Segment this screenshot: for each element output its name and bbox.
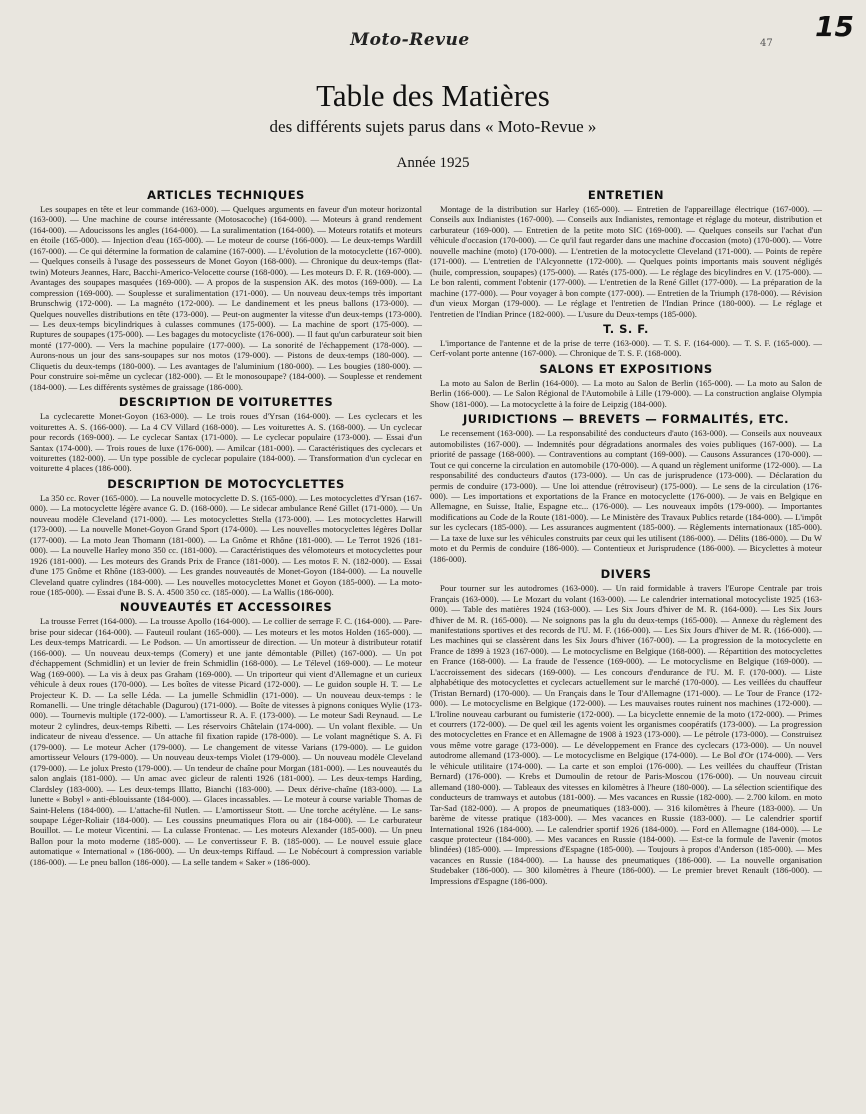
section-heading: DESCRIPTION DE VOITURETTES <box>118 395 334 410</box>
section-text: La moto au Salon de Berlin (164-000). — La moto au Salon de Berlin (165-000). — La moto au Salon de Berlin (166-000). — Le Salon Régional de l'Automobile à Lille (179-000). — La construction anglaise Olympia Show (181-000). — La motocyclette à la foire de Leipzig (184-000). <box>430 377 822 409</box>
masthead: Moto-Revue <box>350 30 470 50</box>
section-text: La cyclecarette Monet-Goyon (163-000). — Le trois roues d'Yrsan (164-000). — Les cyclecars et les voiturettes A. S. (166-000). — La 4 CV Villard (168-000). — Les voiturettes A. S. (168-000). — Un cyclecar pour records (169-000). — Le cyclecar Santax (171-000). — Le cyclecar populaire (173-000). — Essai d'un Santax (174-000). — Trois roues de luxe (176-000). — Amilcar (181-000). — Caractéristiques des cyclecars et voiturettes (182-000). — Un type possible de cyclecar populaire (184-000). — Transformation d'un cyclecar en voiturette 4 places (186-000). <box>30 411 422 474</box>
year-label: Année 1925 <box>396 155 470 171</box>
section-text: Montage de la distribution sur Harley (165-000). — Entretien de l'appareillage électrique (167-000). — Conseils aux Indianistes (167-000). — Conseils aux Indianistes, remontage et réglage du moteur, distribution et carburateur (169-000). — Entretien de la petite moto SIC (169-000). — Quelques conseils sur l'achat d'un véhicule d'occasion (170-000). — Ce qu'il faut regarder dans une machine d'occasion (moto) (170-000). — Votre nouvelle machine (moto) (170-000). — L'entretien de la motocyclette Cleveland (171-000). — Points de repère (171-000). — L'entretien de l'Alcyonnette (172-000). — Quelques points importants mais souvent négligés (huile, compression, soupapes) (175-000). — Ratés (175-000). — Le réglage des bicylindres en V. (175-000). — Le bon ralenti, comment l'obtenir (177-000). — L'entretien de la René Gillet (177-000). — La préparation de la machine (177-000). — Pour voyager à bon compte (177-000). — Entretien de la Triumph (178-000). — Révision d'un vieux Morgan (179-000). — Le réglage et l'entretien de l'Indian Prince (180-000). — Le réglage et l'entretien de l'Indian Prince (182-000). — L'usure du Deux-temps (185-000). <box>430 204 822 319</box>
section-text: Les soupapes en tête et leur commande (163-000). — Quelques arguments en faveur d'un moteur horizontal (163-000). — Une machine de course intéressante (Motosacoche) (164-000). — Moteurs à grand rendement (164-000). — Adoucissons les angles (164-000). — La suralimentation (164-000). — Moteurs rotatifs et moteurs en étoile (165-000). — Injection d'eau (165-000). — Le moteur de course (166-000). — Le deux-temps Wardill (167-000). — Ce qui détermine la formation de calamine (167-000). — L'évolution de la motocyclette (167-000). — Quelques conseils à l'usage des possesseurs de Monet Goyon (168-000). — Chronique du deux-temps (flat-twin) Moteurs Jeannes, Harc, Bacchi-Americo-Velocette course (168-000). — Les moteurs D. F. R. (169-000). — Avantages des soupapes masquées (169-000). — A propos de la suspension AK. des motos (169-000). — La compression (169-000). — Souplesse et suralimentation (171-000). — Un nouveau deux-temps très important Brunschwig (172-000). — La magnéto (172-000). — Le dandinement et les pneus ballons (173-000). — Quelques nouvelles distributions en tête (173-000). — Peut-on augmenter la vitesse d'un deux-temps (173-000). — Les deux-temps bicylindriques à culasses communes (175-000). — La machine de sport (175-000). — Ruptures de soupapes (175-000). — Les bagages du motocycliste (176-000). — Il faut qu'un carburateur soit bien monté (177-000). — Vers la machine populaire (177-000). — La sonorité de l'échappement (178-000). — Aurons-nous un jour des sans-soupapes sur nos motos (179-000). — Pistons de deux-temps (180-000). — Cliquetis du deux-temps (180-000). — Les avantages de l'aluminium (180-000). — Les bougies (180-000). — Pour construire soi-même un cyclecar (182-000). — Et le monosoupape? (184-000). — Souplesse et rendement (184-000). — Les différents systèmes de graissage (186-000). <box>30 204 422 392</box>
section-heading: ARTICLES TECHNIQUES <box>147 188 305 202</box>
section-text: La trousse Ferret (164-000). — La trousse Apollo (164-000). — Le collier de serrage F. C. (164-000). — Pare-brise pour sidecar (164-000). — Fauteuil roulant (165-000). — Les moteurs et les motos Holden (165-000). — Les deux-temps Matricardi. — Le Podson. — Un amortisseur de direction. — Un moteur à distributeur rotatif (166-000). — Un nouveau deux-temps (Comery) et une jante démontable (Pillet) (167-000). — Un pot d'échappement (Schmidlin) et un levier de frein Schmidlin (168-000). — Le Télevel (169-000). — Le moteur Wag (169-000). — La vis à deux pas Graham (169-000). — Un triporteur qui vient d'Allemagne et un curieux véhicule à deux roues (170-000). — Les boîtes de vitesse Picard (172-000). — Le guidon souple H. T. — Le Projecteur K. D. — La selle Léda. — La jumelle Schmidlin (171-000). — Un nouveau deux-temps : le Romanelli. — Une tringle détachable (Dagurou) (171-000). — Boîte de vitesses à pignons coniques Wylie (173-000). — Tournevis multiple (172-000). — L'amortisseur R. A. F. (173-000). — Le moteur Sadi Reynaud. — Le moteur 2 cylindres, deux-temps Ribetti. — Les réservoirs Châtelain (174-000). — Un volant flexible. — Un indicateur de niveau d'essence. — Un attache fil fixation rapide (178-000). — Le volant magnétique S. A. Fi (179-000). — Le moteur Acher (179-000). — Le changement de vitesse Varians (179-000). — Le guidon amortisseur Velours (179-000). — Un nouveau deux-temps Violet (179-000). — Un nouveau modèle Cleveland (179-000). — Le jolux Presto (179-000). — Un tendeur de chaîne pour Morgan (181-000). — Les nouveautés du salon anglais (181-000). — Un amac avec gicleur de ralenti 1926 (181-000). — Les deux-temps Harding, Clardsley (183-000). — Les deux-temps Illatto, Bianchi (183-000). — Deux dérive-chaîne (183-000). — La lunette « Bobyl » anti-éblouissante (184-000). — Glaces incassables. — Le moteur à course variable Thomas de Saint-Helens (184-000). — L'attache-fil Nutlen. — L'amortisseur Stott. — Une torche acétylène. — Le sans-soupape Léger-Roliair (184-000). — Les coussins pneumatiques Flora ou air (184-000). — Le carburateur Bouillot. — Le moteur Vicentini. — La culasse Frontenac. — Les moteurs Alexander (185-000). — Un pneu Ballon pour la moto moderne (185-000). — Le convertisseur F. B. (185-000). — Le nouvel essuie glace automatique « International » (186-000). — Un deux-temps Riffaud. — Le Nobécourt à compression variable (186-000). — Le pneu ballon (186-000). — La selle tandem « Saker » (186-000). <box>30 616 422 867</box>
section-heading: DIVERS <box>600 567 652 582</box>
section-heading: T. S. F. <box>603 321 649 336</box>
page-title: Table des Matières <box>316 78 550 113</box>
section-heading: SALONS ET EXPOSITIONS <box>539 361 713 376</box>
section-heading: ENTRETIEN <box>587 188 665 202</box>
section-heading: JURIDICTIONS — BREVETS — FORMALITÉS, ETC. <box>463 412 789 427</box>
right-column <box>430 188 822 889</box>
section-text: Pour tourner sur les autodromes (163-000). — Un raid formidable à travers l'Europe Centrale par trois Français (163-000). — Le Mozart du volant (163-000). — Le calendrier international motocycliste 1925 (163-000). — Table des matières 1924 (163-000). — Les Six Jours d'hiver de M. R. (164-000). — Les Six Jours d'hiver de M. R. (165-000). — Ne soignons pas la glu du deux-temps (165-000). — Annexe du règlement des manifestations sportives et des records de l'U. M. F. (166-000). — Les Six Jours d'hiver de M. R. (166-000). — Les machines qui se classèrent dans les Six Jours d'hiver (167-000). — La progression de la motocyclette en France de 1899 à 1923 (167-000). — Le motocyclisme en Belgique (168-000). — Répartition des motocyclettes en France (168-000). — La fraude de l'essence (169-000). — Le motocyclisme en Belgique (169-000). — L'accroissement des sidecars (169-000). — Les concours d'endurance de l'U. M. F. (170-000). — Liste alphabétique des motocyclettes et cyclecars actuellement sur le marché (170-000). — Les veillées du chauffeur (Tristan Bernard) (170-000). — Un Français dans le Tour d'Allemagne (171-000). — Le Tour de France (172-000). — Le motocyclisme en Belgique (172-000). — Les mauvaises routes ruinent nos machines (172-000). — L'Iroline nouveau carburant ou fumisterie (172-000). — La bicyclette ennemie de la moto (172-000). — Primes et courrers (172-000). — De quel œil les agents voient les organismes coopératifs (173-000). — La progression des motocyclettes en France et en Allemagne de 1908 à 1923 (173-000). — Le pétrole (173-000). — Construisez vous même votre garage (173-000). — Le développement en France des cyclecars (173-000). — Un nouvel autodrome allemand (173-000). — Le motocyclisme en Belgique (174-000). — Le Bol d'Or (174-000). — Vers le véhicule utilitaire (174-000). — La carte et son emploi (176-000). — Les veillées du chauffeur (Tristan Bernard) (176-000). — Krebs et Dumoulin de retour de Paris-Moscou (176-000). — Un nouveau circuit allemand (180-000). — Tableaux des vitesses en kilomètres à l'heure (180-000). — La sélection scientifique des conducteurs de tramways et autobus (181-000). — Mes vacances en Russie (182-000). — 2.700 kilom. en moto Tar-Sad (182-000). — A propos de pneumatiques (183-000). — 316 kilomètres à l'heure (183-000). — Un barème de vitesse pratique (183-000). — Mes vacances en Russie (183-000). — Le calendrier sportif International 1926 (184-000). — Le calendrier sportif 1926 (184-000). — Ford en Allemagne (184-000). — Le casque protecteur (184-000). — Mes vacances en Russie (184-000). — Est-ce la formule de l'avenir (motos blindées) (185-000). — Impressions d'Espagne (185-000). — Toujours à propos d'Anderson (185-000). — Mes vacances en Russie (184-000). — La hausse des pneumatiques (186-000). — La nouvelle organisation Studebaker (186-000). — 300 kilomètres à l'heure (186-000). — Le premier brevet Renault (186-000). — Impressions d'Espagne (186-000). <box>430 583 822 886</box>
section-text: Le recensement (163-000). — La responsabilité des conducteurs d'auto (163-000). — Conseils aux nouveaux automobilistes (167-000). — Indemnités pour dégradations anormales des voies publiques (167-000). — La priorité de passage (168-000). — Contraventions au comptant (169-000). — Causons Assurances (170-000). — Tout ce qui concerne la circulation en automobile (170-000). — A quand un règlement uniforme (172-000). — La responsabilité des conducteurs d'autos (173-000). — Un cas de jurisprudence (173-000). — Déclaration du permis de conduire (173-000). — Une loi attendue (rétroviseur) (175-000). — Le sens de la circulation (176-000). — Les importations et exportations de la France en motocyclette (176-000). — Je vais en Belgique en Allemagne, en Suisse, Italie, Espagne etc... (176-000). — Les nouveaux impôts (179-000). — Importantes modifications au Code de la Route (181-000). — Le Ministère des Travaux Publics retarde (184-000). — L'impôt sur les cyclecars (185-000). — Les assurances augmentent (185-000). — Règlements internationaux (185-000). — La taxe de luxe sur les véhicules construits par ceux qui les utilisent (186-000). — Délits (186-000). — Du W moto et du Permis de conduire (186-000). — Contentieux et Jurisprudence (186-000). — Bicyclettes à moteur (186-000). <box>430 428 822 564</box>
section-text: La 350 cc. Rover (165-000). — La nouvelle motocyclette D. S. (165-000). — Les motocyclettes d'Yrsan (167-000). — La motocyclette légère avance G. D. (168-000). — Le sidecar ambulance René Gillet (171-000). — Un nouveau modèle Cleveland (171-000). — Les motocyclettes Stella (173-000). — Les motocyclettes Harwill (173-000). — La nouvelle Monet-Goyon Grand Sport (174-000). — Les nouvelles motocyclettes légères Dollar (177-000). — La moto Jean Thomann (181-000). — La Gnôme et Rhône (181-000). — Le Terrot 1926 (181-000). — La nouvelle Harley mono 350 cc. (181-000). — Caractéristiques des vélomoteurs et motocyclettes pour 1926 (181-000). — Les moteurs des Grands Prix de France (181-000). — Les motos F. N. (182-000). — Essai d'une 175 Gnôme et Rhône (183-000). — Les grandes nouveautés de Monet-Goyon (184-000). — La nouvelle Cleveland quatre cylindres (184-000). — Les nouvelles motocyclettes Monet et Goyon (185-000). — La moto-roue (185-000). — Essai d'une B. S. A. 4500 350 cc. (185-000). — La Wallis (186-000). <box>30 492 422 597</box>
section-text: L'importance de l'antenne et de la prise de terre (163-000). — T. S. F. (164-000). — T. S. F. (165-000). — Cerf-volant porte antenne (167-000). — Chronique de T. S. F. (168-000). <box>430 337 822 359</box>
handwritten-page-number: 15 <box>815 10 854 43</box>
page-subtitle: des différents sujets parus dans « Moto-Revue » <box>269 117 597 136</box>
left-column <box>30 188 422 870</box>
section-heading: NOUVEAUTÉS ET ACCESSOIRES <box>119 600 333 615</box>
folio: 47 <box>760 38 773 49</box>
section-heading: DESCRIPTION DE MOTOCYCLETTES <box>107 476 345 491</box>
